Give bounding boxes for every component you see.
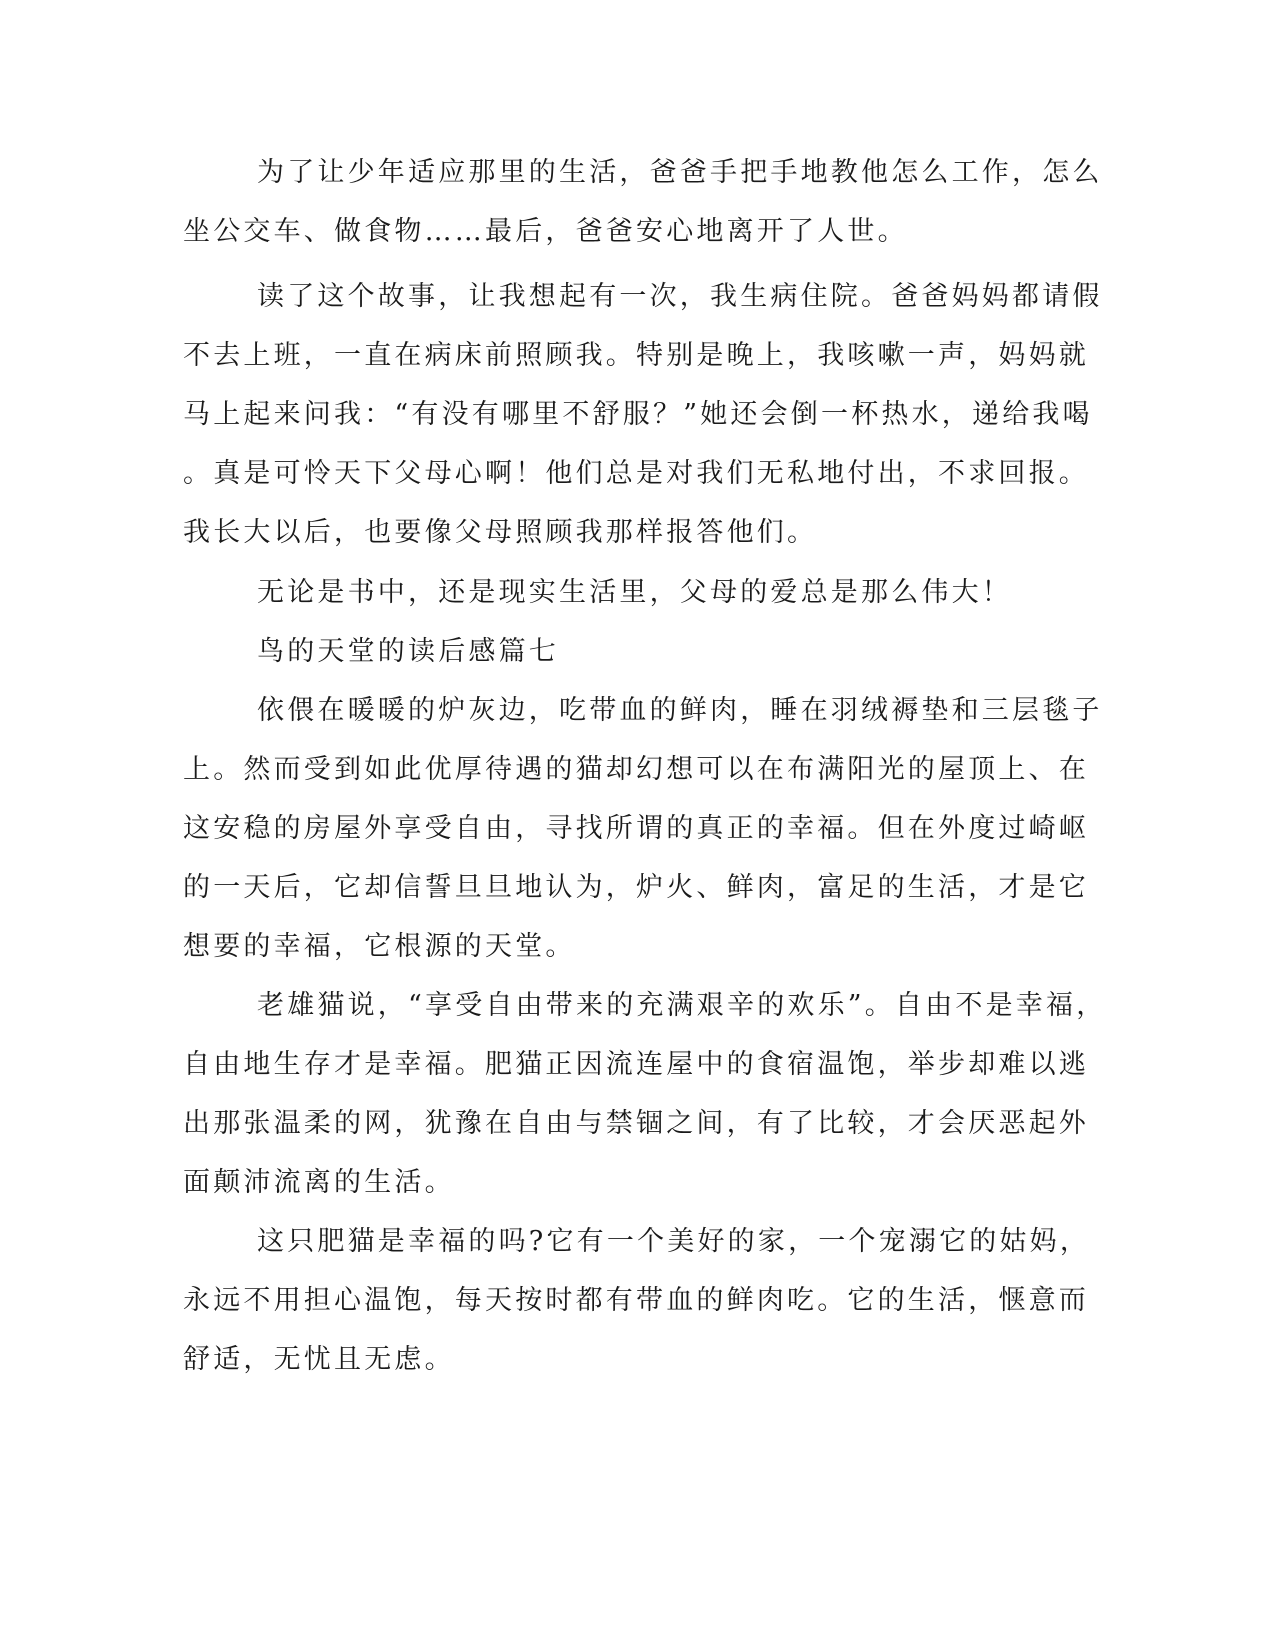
section-heading: 鸟的天堂的读后感篇七 xyxy=(257,636,559,667)
text-line: 依偎在暖暖的炉灰边，吃带血的鲜肉，睡在羽绒褥垫和三层毯子 xyxy=(257,695,1103,726)
text-line: 无论是书中，还是现实生活里，父母的爱总是那么伟大！ xyxy=(257,577,1012,608)
text-line: 舒适，无忧且无虑。 xyxy=(183,1344,455,1375)
text-line: 的一天后，它却信誓旦旦地认为，炉火、鲜肉，富足的生活，才是它 xyxy=(183,872,1089,903)
text-line: 想要的幸福，它根源的天堂。 xyxy=(183,931,576,962)
text-line: 上。然而受到如此优厚待遇的猫却幻想可以在布满阳光的屋顶上、在 xyxy=(183,754,1089,785)
text-line: 马上起来问我：“有没有哪里不舒服？”她还会倒一杯热水，递给我喝 xyxy=(183,399,1093,430)
text-line: 不去上班，一直在病床前照顾我。特别是晚上，我咳嗽一声，妈妈就 xyxy=(183,340,1089,371)
text-line: 为了让少年适应那里的生活，爸爸手把手地教他怎么工作，怎么 xyxy=(257,157,1103,188)
text-line: 坐公交车、做食物……最后，爸爸安心地离开了人世。 xyxy=(183,216,908,247)
text-line: 自由地生存才是幸福。肥猫正因流连屋中的食宿温饱，举步却难以逃 xyxy=(183,1049,1089,1080)
text-line: 。真是可怜天下父母心啊！他们总是对我们无私地付出，不求回报。 xyxy=(183,458,1089,489)
text-line: 老雄猫说，“享受自由带来的充满艰辛的欢乐”。自由不是幸福， xyxy=(257,990,1107,1021)
text-line: 面颠沛流离的生活。 xyxy=(183,1167,455,1198)
text-line: 这只肥猫是幸福的吗?它有一个美好的家，一个宠溺它的姑妈， xyxy=(257,1226,1091,1257)
text-line: 出那张温柔的网，犹豫在自由与禁锢之间，有了比较，才会厌恶起外 xyxy=(183,1108,1089,1139)
text-line: 这安稳的房屋外享受自由，寻找所谓的真正的幸福。但在外度过崎岖 xyxy=(183,813,1089,844)
text-line: 永远不用担心温饱，每天按时都有带血的鲜肉吃。它的生活，惬意而 xyxy=(183,1285,1089,1316)
text-line: 我长大以后，也要像父母照顾我那样报答他们。 xyxy=(183,517,818,548)
text-line: 读了这个故事，让我想起有一次，我生病住院。爸爸妈妈都请假 xyxy=(257,281,1103,312)
